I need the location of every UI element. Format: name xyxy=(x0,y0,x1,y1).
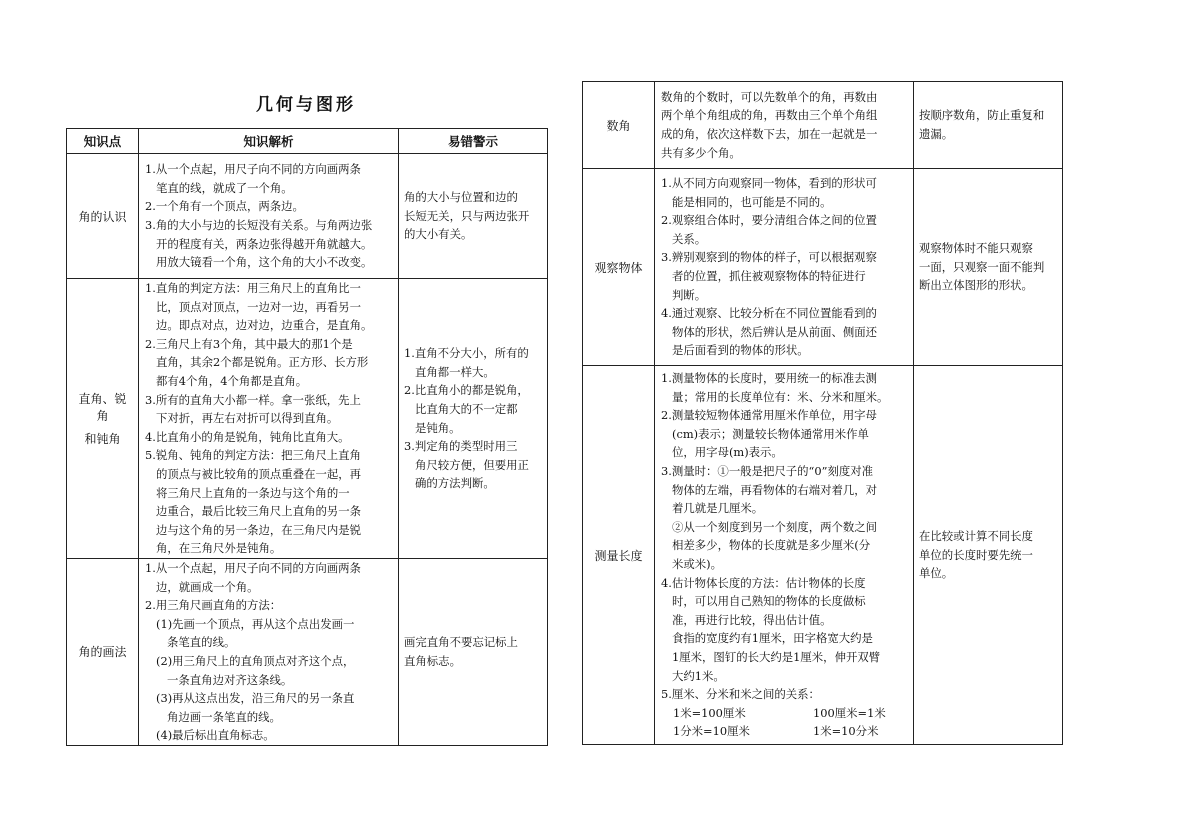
topic-label: 测量长度 xyxy=(594,548,643,563)
analysis-line: (2)用三角尺上的直角顶点对齐这个点， xyxy=(156,653,355,668)
table-row xyxy=(583,82,1063,169)
analysis-cell xyxy=(139,279,399,559)
analysis-line: 直角，其余2个都是锐角。正方形、长方形 xyxy=(156,355,369,370)
page-title: 几何与图形 xyxy=(256,95,356,115)
analysis-line: 是后面看到的物体的形状。 xyxy=(672,343,809,358)
unit-relation: 1米=10分米 xyxy=(813,724,879,739)
analysis-line: 下对折，再左右对折可以得到直角。 xyxy=(156,411,339,426)
warning-line: 比直角大的不一定都 xyxy=(415,401,518,416)
warning-line: 一面，只观察一面不能判 xyxy=(919,259,1045,274)
analysis-line: (3)再从这点出发，沿三角尺的另一条直 xyxy=(156,691,355,706)
topic-label: 角的认识 xyxy=(78,209,127,224)
analysis-line: 边重合，最后比较三角尺上直角的另一条 xyxy=(156,504,362,519)
analysis-line: 比，顶点对顶点，一边对一边，再看另一 xyxy=(156,299,362,314)
analysis-line: 大约1米。 xyxy=(672,668,725,683)
warning-line: 画完直角不要忘记标上 xyxy=(404,635,518,650)
analysis-line: 3.测量时：①一般是把尺子的“0”刻度对准 xyxy=(661,464,874,479)
analysis-line: 2.观察组合体时，要分清组合体之间的位置 xyxy=(661,213,877,228)
analysis-line: 食指的宽度约有1厘米，田字格宽大约是 xyxy=(672,631,873,646)
analysis-cell xyxy=(655,82,914,169)
warning-line: 直角标志。 xyxy=(404,653,461,668)
analysis-line: 2.一个角有一个顶点，两条边。 xyxy=(145,199,304,214)
analysis-line: 角边画一条笔直的线。 xyxy=(167,709,281,724)
analysis-line: 1厘米，图钉的长大约是1厘米，伸开双臂 xyxy=(672,649,881,664)
topic-cell xyxy=(583,169,655,366)
analysis-line: 能是相同的，也可能是不同的。 xyxy=(672,194,832,209)
analysis-line: 的顶点与被比较角的顶点重叠在一起，再 xyxy=(156,466,362,481)
analysis-line: 3.角的大小与边的长短没有关系。与角两边张 xyxy=(145,218,373,232)
analysis-line: 共有多少个角。 xyxy=(661,145,741,160)
analysis-line: (1)先画一个顶点，再从这个点出发画一 xyxy=(156,616,355,631)
analysis-line: 1.从一个点起，用尺子向不同的方向画两条 xyxy=(145,162,361,177)
topic-cell xyxy=(67,279,139,559)
right-knowledge-table xyxy=(582,81,1063,745)
warning-line: 1.直角不分大小，所有的 xyxy=(404,346,529,361)
analysis-line: (cm)表示；测量较长物体通常用米作单 xyxy=(672,426,869,441)
analysis-line: 时，可以用自己熟知的物体的长度做标 xyxy=(672,594,866,609)
analysis-line: 物体的形状，然后辨认是从前面、侧面还 xyxy=(672,324,878,339)
warning-line: 的大小有关。 xyxy=(404,227,473,242)
analysis-line: (4)最后标出直角标志。 xyxy=(156,728,275,743)
table-row xyxy=(583,366,1063,745)
analysis-line: 5.锐角、钝角的判定方法：把三角尺上直角 xyxy=(145,448,361,463)
analysis-line: 4.估计物体长度的方法：估计物体的长度 xyxy=(661,575,866,590)
analysis-line: 将三角尺上直角的一条边与这个角的一 xyxy=(156,485,350,500)
analysis-line: 2.用三角尺画直角的方法： xyxy=(145,598,282,613)
warning-line: 2.比直角小的都是锐角， xyxy=(404,383,529,398)
analysis-line: 边。即点对点，边对边，边重合，是直角。 xyxy=(156,318,373,333)
warning-cell xyxy=(399,154,548,279)
analysis-line: 4.通过观察、比较分析在不同位置能看到的 xyxy=(661,306,877,321)
warning-line: 单位的长度时要先统一 xyxy=(919,547,1033,562)
analysis-cell xyxy=(139,154,399,279)
analysis-line: 1.从不同方向观察同一物体，看到的形状可 xyxy=(661,176,877,191)
warning-cell xyxy=(914,169,1063,366)
topic-cell xyxy=(67,154,139,279)
warning-line: 直角都一样大。 xyxy=(415,364,495,379)
analysis-line: 都有4个角，4个角都是直角。 xyxy=(156,374,308,389)
warning-line: 是钝角。 xyxy=(415,420,461,435)
analysis-line: 条笔直的线。 xyxy=(167,635,236,650)
topic-label: 角的画法 xyxy=(78,645,127,660)
analysis-line: 1.测量物体的长度时，要用统一的标准去测 xyxy=(661,371,877,386)
analysis-line: 3.所有的直角大小都一样。拿一张纸，先上 xyxy=(145,392,361,407)
topic-label: 数角 xyxy=(606,118,631,133)
warning-line: 按顺序数角，防止重复和 xyxy=(919,108,1045,123)
analysis-line: 位，用字母(m)表示。 xyxy=(672,445,783,460)
warning-cell xyxy=(914,82,1063,169)
analysis-line: 米或米)。 xyxy=(672,557,723,571)
warning-line: 确的方法判断。 xyxy=(415,476,495,491)
analysis-cell xyxy=(655,366,914,745)
topic-cell xyxy=(583,82,655,169)
analysis-line: 相差多少，物体的长度就是多少厘米(分 xyxy=(672,538,871,553)
analysis-line: 数角的个数时，可以先数单个的角，再数由 xyxy=(661,89,878,104)
unit-relation: 100厘米=1米 xyxy=(813,705,886,720)
table-row xyxy=(67,279,548,559)
warning-cell xyxy=(914,366,1063,745)
topic-cell xyxy=(67,559,139,746)
table-row xyxy=(67,154,548,279)
analysis-line: 1.直角的判定方法：用三角尺上的直角比一 xyxy=(145,281,361,296)
analysis-line: 两个单个角组成的角，再数由三个单个角组 xyxy=(661,108,878,123)
analysis-line: 边，就画成一个角。 xyxy=(156,579,259,594)
warning-cell xyxy=(399,559,548,746)
table-header-row xyxy=(67,129,548,154)
analysis-line: 量；常用的长度单位有：米、分米和厘米。 xyxy=(672,389,889,404)
analysis-cell xyxy=(139,559,399,746)
analysis-line: 1.从一个点起，用尺子向不同的方向画两条 xyxy=(145,561,361,575)
topic-label: 和钝角 xyxy=(84,432,121,446)
analysis-line: 者的位置，抓住被观察物体的特征进行 xyxy=(672,269,866,283)
analysis-line: 边与这个角的另一条边，在三角尺内是锐 xyxy=(156,522,362,537)
analysis-line: 开的程度有关，两条边张得越开角就越大。 xyxy=(156,236,373,251)
analysis-line: 2.测量较短物体通常用厘米作单位，用字母 xyxy=(661,408,877,423)
topic-label: 直角、锐角 xyxy=(78,392,127,423)
analysis-line: 4.比直角小的角是锐角，钝角比直角大。 xyxy=(145,429,350,444)
topic-label: 观察物体 xyxy=(594,260,643,275)
warning-line: 断出立体图形的形状。 xyxy=(919,278,1033,293)
header-topic: 知识点 xyxy=(67,129,139,154)
left-knowledge-table xyxy=(66,128,548,746)
unit-relation: 1米=100厘米 xyxy=(673,705,746,720)
unit-relation: 1分米=10厘米 xyxy=(673,724,750,739)
topic-cell xyxy=(583,366,655,745)
analysis-line: 关系。 xyxy=(672,231,707,246)
analysis-line: 用放大镜看一个角，这个角的大小不改变。 xyxy=(156,255,373,270)
analysis-line: 3.辨别观察到的物体的样子，可以根据观察 xyxy=(661,250,877,265)
analysis-line: 判断。 xyxy=(672,287,707,302)
analysis-line: 着几就是几厘米。 xyxy=(672,501,764,516)
analysis-line: 物体的左端，再看物体的右端对着几，对 xyxy=(672,482,878,497)
header-analysis: 知识解析 xyxy=(139,129,399,154)
analysis-line: 笔直的线，就成了一个角。 xyxy=(156,180,293,195)
analysis-line: 准，再进行比较，得出估计值。 xyxy=(672,612,832,627)
analysis-line: 成的角，依次这样数下去，加在一起就是一 xyxy=(661,127,878,141)
analysis-line: 5.厘米、分米和米之间的关系： xyxy=(661,687,820,702)
unit-relation-row xyxy=(661,722,909,741)
warning-line: 长短无关，只与两边张开 xyxy=(404,208,530,223)
analysis-line: 一条直角边对齐这条线。 xyxy=(167,672,293,687)
header-warning: 易错警示 xyxy=(399,129,548,154)
table-row xyxy=(67,559,548,746)
analysis-line: 2.三角尺上有3个角，其中最大的那1个是 xyxy=(145,336,353,351)
table-row xyxy=(583,169,1063,366)
analysis-line: 角，在三角尺外是钝角。 xyxy=(156,541,282,556)
warning-line: 角的大小与位置和边的 xyxy=(404,190,518,205)
warning-line: 单位。 xyxy=(919,566,954,581)
warning-cell xyxy=(399,279,548,559)
analysis-cell xyxy=(655,169,914,366)
unit-relation-row xyxy=(661,704,909,723)
analysis-line: ②从一个刻度到另一个刻度，两个数之间 xyxy=(672,519,878,534)
warning-line: 观察物体时不能只观察 xyxy=(919,241,1033,256)
warning-line: 角尺较方便，但要用正 xyxy=(415,457,529,472)
warning-line: 在比较或计算不同长度 xyxy=(919,529,1033,544)
warning-line: 3.判定角的类型时用三 xyxy=(404,439,518,454)
warning-line: 遗漏。 xyxy=(919,127,954,141)
